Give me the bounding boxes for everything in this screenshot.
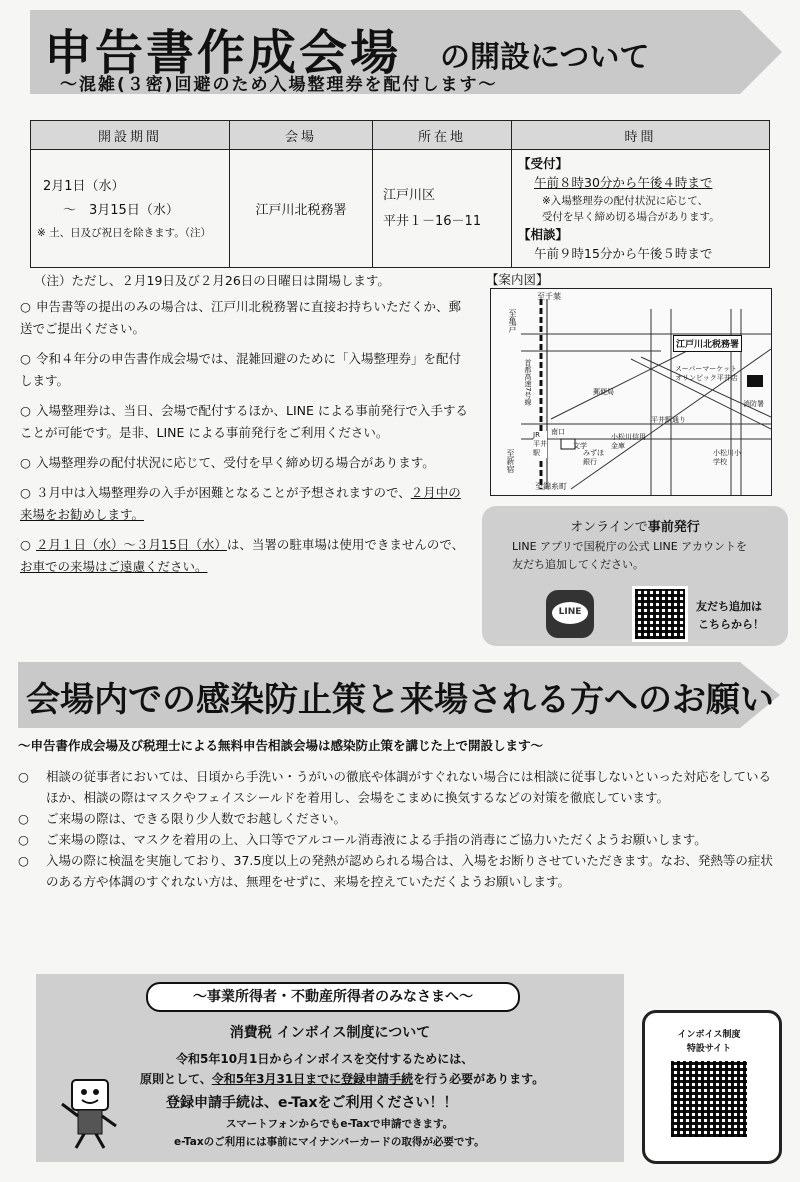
map-label-left-bottom: 至新宿 [506,449,515,473]
map-label-south-exit: 南口 [551,428,565,436]
online-title: オンラインで事前発行 [570,520,700,535]
consult-label: 【相談】 [518,226,569,242]
cell-venue: 江戸川北税務署 [230,150,373,268]
map-label-bottom: 至錦糸町 [535,482,567,491]
list-item: ○ ２月１日（水）～３月15日（水）は、当署の駐車場は使用できませんので、お車での来場はご遠慮ください。 [20,537,465,574]
period-note: ※ 土、日及び祝日を除きます。（注） [37,226,212,239]
table-header-row [31,121,770,150]
precaution-list [18,766,782,892]
cell-time [512,150,770,268]
invoice-box [36,974,624,1162]
map-label-left-top: 至亀戸 [508,309,517,333]
page-title-suffix: の開設について [440,40,650,75]
sunday-note: （注）ただし、２月19日及び２月26日の日曜日は開場します。 [34,273,390,288]
map-label-school: 小松川小学校 [713,449,741,466]
invoice-line-2: 原則として、令和5年3月31日までに登録申請手続を行う必要があります。 [140,1072,545,1086]
access-map [490,288,772,496]
invoice-site-line-1: インボイス制度 [677,1030,741,1040]
online-desc-1: LINE アプリで国税庁の公式 LINE アカウントを [512,540,748,553]
line-logo-text: LINE [558,607,582,617]
reception-time: 午前８時30分から午後４時まで [534,174,713,190]
section2-subtitle: ～申告書作成会場及び税理士による無料申告相談会場は感染防止策を講じた上で開設します～ [18,738,544,753]
invoice-line-5: e-Taxのご利用には事前にマイナンバーカードの取得が必要です。 [174,1136,485,1148]
map-label-shuto: 首都高速7号線 [524,359,532,406]
list-item: ○ 申告書等の提出のみの場合は、江戸川北税務署に直接お持ちいただくか、郵送でご提出ください。 [20,299,462,336]
address-ward: 江戸川区 [383,187,436,203]
list-item: ○ ご来場の際は、マスクを着用の上、入口等でアルコール消毒液による手指の消毒にご協力いただくようお願いします。 [18,832,707,847]
friend-add-2: こちらから！ [698,618,764,631]
page-title: 申告書作成会場 [44,25,402,81]
invoice-line-3: 登録申請手続は、e-Taxをご利用ください！！ [166,1095,458,1111]
map-label-jr: JR 平井駅 [533,431,547,457]
section2-title: 会場内での感染防止策と来場される方へのお願い [26,680,774,720]
mascot-icon [58,1070,122,1150]
invoice-header: ～事業所得者・不動産所得者のみなさまへ～ [146,982,520,1012]
list-item: ○ 令和４年分の申告書作成会場では、混雑回避のために「入場整理券」を配付します。 [20,351,462,388]
map-label-mizuho: みずほ銀行 [583,449,604,466]
schedule-table [30,120,770,268]
line-logo-icon[interactable] [546,590,594,638]
invoice-site-qr-box[interactable] [642,1010,782,1164]
list-item: ○ 入場整理券は、当日、会場で配付するほか、LINE による事前発行で入手することが可能です。是非、LINE による事前発行をご利用ください。 [20,403,468,440]
cell-address [373,150,512,268]
map-label-super: スーパーマーケット オリンピック平井店 [675,365,738,382]
table-row [31,150,770,268]
invoice-site-line-2: 特設サイト [686,1044,732,1054]
invoice-line-4: スマートフォンからでもe-Taxで申請できます。 [226,1118,454,1130]
invoice-title: 消費税 インボイス制度について [229,1025,431,1041]
header-banner-arrow [740,10,782,94]
line-qr-code[interactable] [632,586,688,642]
online-issue-box [482,506,788,646]
reception-note-2: 受付を早く締め切る場合があります。 [542,210,720,223]
list-item: ○ 入場の際に検温を実施しており、37.5度以上の発熱が認められる場合は、入場をお断りさせていただきます。なお、発熱等の症状のある方や体調のすぐれない方は、無理をせずに、来場を控えていただくようお願いします。 [18,853,773,889]
map-label-hirai-st: 平井駅通り [651,416,686,424]
map-title: 【案内図】 [486,272,549,287]
reception-note-1: ※入場整理券の配付状況に応じて、 [542,194,709,207]
header-venue: 会場 [230,121,373,150]
address-street: 平井１－16－11 [383,213,482,229]
period-start: 2月1日（水） [43,178,125,194]
consult-time: 午前９時15分から午後５時まで [534,245,713,261]
period-end: ～ 3月15日（水） [63,202,179,218]
bullet-list [20,296,470,578]
list-item: ○ 相談の従事者においては、日頃から手洗い・うがいの徹底や体調がすぐれない場合には相談に従事しないといった対応をしているほか、相談の際はマスクやフェイスシールドを着用し、会場をこまめに換気するなどの対策を徹底しています。 [18,769,772,805]
list-item: ○ ご来場の際は、できる限り少人数でお越しください。 [18,811,347,826]
map-label-top: 至千葉 [537,292,561,301]
map-label-post: 郵便局 [593,388,614,396]
map-label-tax-office: 江戸川北税務署 [673,335,742,352]
friend-add-1: 友だち追加は [696,600,762,613]
reception-label: 【受付】 [518,155,569,171]
map-label-bunka: 文学 [573,442,587,450]
header-address: 所在地 [373,121,512,150]
list-item: ○ 入場整理券の配付状況に応じて、受付を早く締め切る場合があります。 [20,455,435,470]
header-period: 開設期間 [31,121,230,150]
header-time: 時間 [512,121,770,150]
online-desc-2: 友だち追加してください。 [512,558,644,571]
map-label-fire: 消防署 [743,400,764,408]
cell-period [31,150,230,268]
list-item: ○ ３月中は入場整理券の入手が困難となることが予想されますので、２月中の来場をお勧めします。 [20,485,461,522]
map-label-kotsu: 小松川信用金庫 [611,433,646,450]
page-subtitle: ～混雑(３密)回避のため入場整理券を配付します～ [60,75,498,95]
invoice-line-1: 令和5年10月1日からインボイスを交付するためには、 [176,1052,474,1066]
invoice-site-qr-code[interactable] [671,1061,747,1137]
